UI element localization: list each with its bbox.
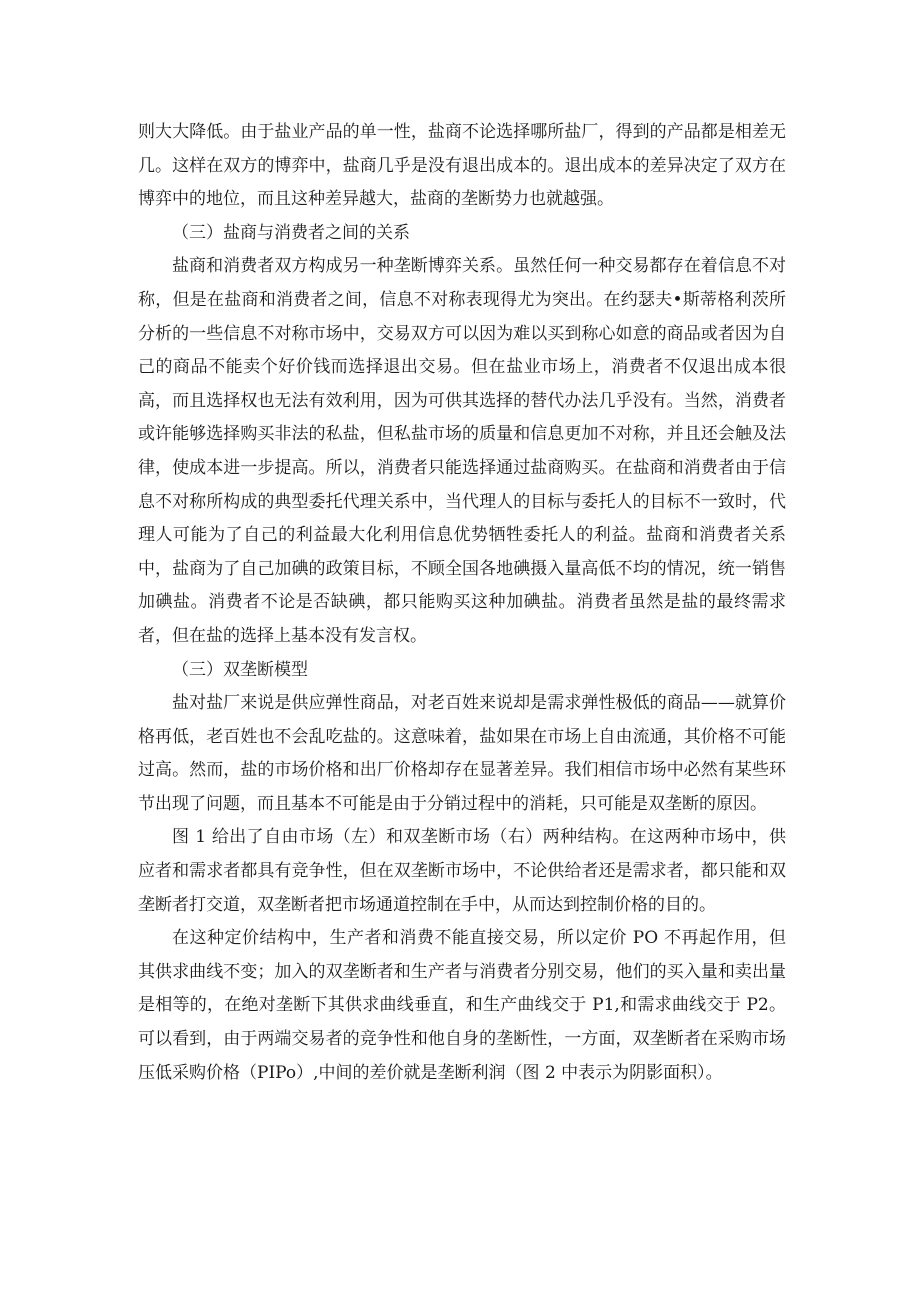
paragraph-information-asymmetry: 盐商和消费者双方构成另一种垄断博弈关系。虽然任何一种交易都存在着信息不对称，但是在盐商和消费者之间，信息不对称表现得尤为突出。在约瑟夫•斯蒂格利茨所分析的一些信息不对称市场中，交易双方可以因为难以买到称心如意的商品或者因为自己的商品不能卖个好价钱而选择退出交易。但在盐业市场上，消费者不仅退出成本很高，而且选择权也无法有效利用，因为可供其选择的替代办法几乎没有。当然，消费者或许能够选择购买非法的私盐，但私盐市场的质量和信息更加不对称，并且还会触及法律，使成本进一步提高。所以，消费者只能选择通过盐商购买。在盐商和消费者由于信息不对称所构成的典型委托代理关系中，当代理人的目标与委托人的目标不一致时，代理人可能为了自己的利益最大化利用信息优势牺牲委托人的利益。盐商和消费者关系中，盐商为了自己加碘的政策目标，不顾全国各地碘摄入量高低不均的情况，统一销售加碘盐。消费者不论是否缺碘，都只能购买这种加碘盐。消费者虽然是盐的最终需求者，但在盐的选择上基本没有发言权。	[138, 256, 786, 646]
section-heading-merchant-consumer: （三）盐商与消费者之间的关系	[172, 222, 410, 243]
paragraph-figure-1-description: 图 1 给出了自由市场（左）和双垄断市场（右）两种结构。在这两种市场中，供应者和需求者都具有竞争性，但在双垄断市场中，不论供给者还是需求者，都只能和双垄断者打交道，双垄断者把市场通道控制在手中，从而达到控制价格的目的。	[138, 827, 786, 915]
paragraph-exit-cost: 则大大降低。由于盐业产品的单一性，盐商不论选择哪所盐厂，得到的产品都是相差无几。这样在双方的博弈中，盐商几乎是没有退出成本的。退出成本的差异决定了双方在博弈中的地位，而且这种差异越大，盐商的垄断势力也就越强。	[138, 122, 786, 210]
paragraph-salt-elasticity: 盐对盐厂来说是供应弹性商品，对老百姓来说却是需求弹性极低的商品——就算价格再低，老百姓也不会乱吃盐的。这意味着，盐如果在市场上自由流通，其价格不可能过高。然而，盐的市场价格和出厂价格却存在显著差异。我们相信市场中必然有某些环节出现了问题，而且基本不可能是由于分销过程中的消耗，只可能是双垄断的原因。	[138, 693, 786, 814]
paragraph-pricing-structure: 在这种定价结构中，生产者和消费不能直接交易，所以定价 PO 不再起作用，但其供求曲线不变；加入的双垄断者和生产者与消费者分别交易，他们的买入量和卖出量是相等的，在绝对垄断下其供求曲线垂直，和生产曲线交于 P1,和需求曲线交于 P2。可以看到，由于两端交易者的竞争性和他自身的垄断性，一方面，双垄断者在采购市场压低采购价格（PIPo）,中间的差价就是垄断利润（图 2 中表示为阴影面积）。	[138, 928, 786, 1083]
document-page	[138, 116, 786, 1090]
section-heading-double-monopoly: （三）双垄断模型	[172, 659, 308, 680]
